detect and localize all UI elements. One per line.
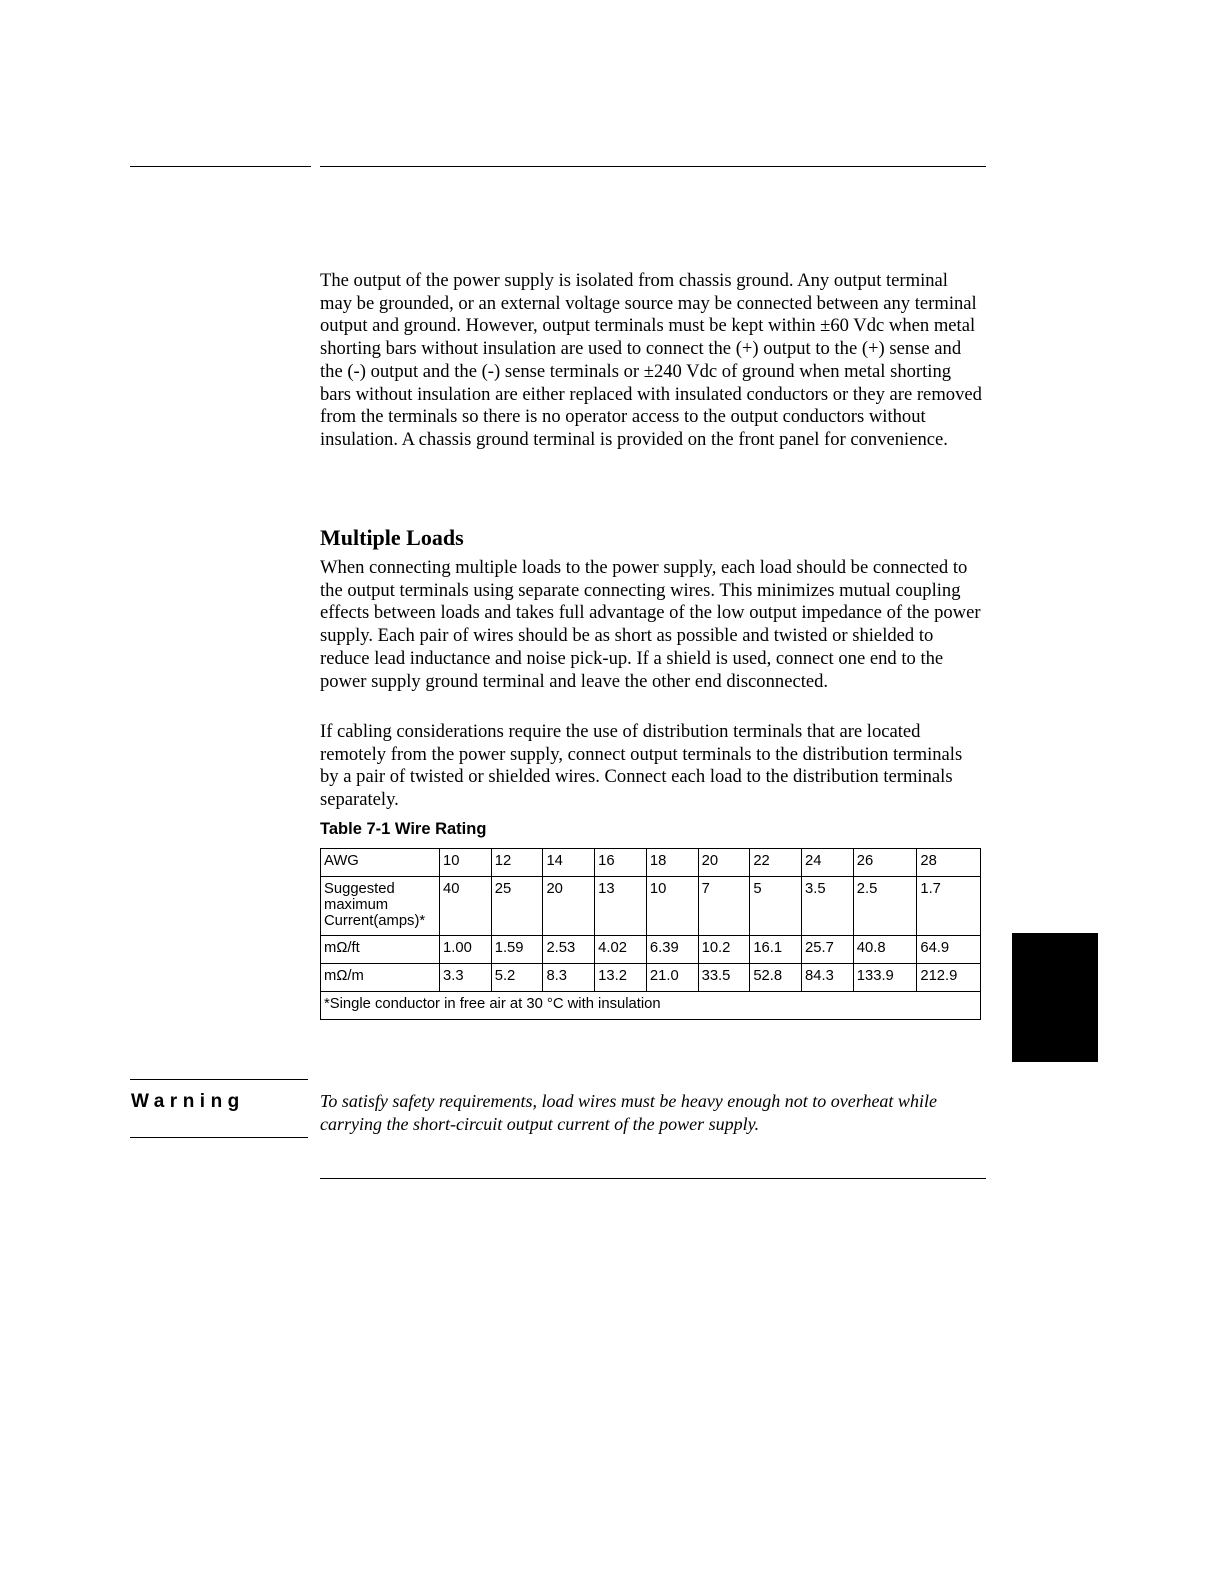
table-cell: 8.3 [543,964,595,992]
table-cell: 26 [853,849,917,877]
table-cell: 3.5 [802,877,854,936]
warning-rule-right [320,1178,986,1179]
table-cell: 1.00 [440,936,492,964]
table-cell: 4.02 [595,936,647,964]
warning-text: To satisfy safety requirements, load wires must be heavy enough not to overheat while carrying the short-circuit output current of the power supply. [320,1091,937,1134]
table-cell: 24 [802,849,854,877]
warning-label: Warning [131,1091,245,1112]
table-cell: 28 [917,849,981,877]
table-cell: 64.9 [917,936,981,964]
table-cell: 10.2 [698,936,750,964]
row-header-mohm-per-m: mΩ/m [321,964,440,992]
section-title: Multiple Loads [320,525,464,550]
table-cell: 7 [698,877,750,936]
table-cell: 25.7 [802,936,854,964]
table-cell: 1.7 [917,877,981,936]
table-cell: 133.9 [853,964,917,992]
table-cell: 2.53 [543,936,595,964]
table-cell: 13 [595,877,647,936]
row-header-awg: AWG [321,849,440,877]
table-cell: 1.59 [491,936,543,964]
table-cell: 21.0 [646,964,698,992]
table-cell: 20 [698,849,750,877]
table-row-mohm-per-m [321,964,981,992]
warning-rule-top [130,1079,308,1080]
table-cell: 5.2 [491,964,543,992]
table-cell: 5 [750,877,802,936]
row-header-current: Suggested maximum Current(amps)* [321,877,440,936]
table-cell: 13.2 [595,964,647,992]
multiple-loads-paragraph-1: When connecting multiple loads to the power supply, each load should be connected to the output terminals using separate connecting wires. This minimizes mutual coupling effects between loads and takes full advantage of the low output impedance of the power supply. Each pair of wires should be as short as possible and twisted or shielded to reduce lead inductance and noise pick-up. If a shield is used, connect one end to the power supply ground terminal and leave the other end disconnected. [320,557,981,692]
table-cell: 40 [440,877,492,936]
table-cell: 3.3 [440,964,492,992]
table-cell: 12 [491,849,543,877]
table-cell: 212.9 [917,964,981,992]
table-cell: 40.8 [853,936,917,964]
table-footnote: *Single conductor in free air at 30 °C with insulation [321,992,981,1020]
table-cell: 22 [750,849,802,877]
table-cell: 16 [595,849,647,877]
header-rule-left [130,166,311,167]
header-rule-right [320,166,986,167]
table-cell: 20 [543,877,595,936]
table-cell: 14 [543,849,595,877]
wire-rating-table [320,848,981,1020]
table-row-current [321,877,981,936]
table-caption: Table 7-1 Wire Rating [320,820,487,838]
table-row-mohm-per-ft [321,936,981,964]
table-row-awg [321,849,981,877]
table-cell: 52.8 [750,964,802,992]
table-cell: 2.5 [853,877,917,936]
table-cell: 33.5 [698,964,750,992]
table-cell: 18 [646,849,698,877]
row-header-mohm-per-ft: mΩ/ft [321,936,440,964]
table-cell: 16.1 [750,936,802,964]
chapter-tab-marker [1012,933,1098,1062]
table-row-footnote [321,992,981,1020]
table-cell: 10 [440,849,492,877]
isolation-paragraph: The output of the power supply is isolated from chassis ground. Any output terminal may be grounded, or an external voltage source may be connected between any terminal output and ground. However, output terminals must be kept within ±60 Vdc when metal shorting bars without insulation are used to connect the (+) output to the (+) sense and the (-) output and the (-) sense terminals or ±240 Vdc of ground when metal shorting bars without insulation are either replaced with insulated conductors or they are removed from the terminals so there is no operator access to the output conductors without insulation. A chassis ground terminal is provided on the front panel for convenience. [320,270,982,450]
multiple-loads-paragraph-2: If cabling considerations require the use of distribution terminals that are located remotely from the power supply, connect output terminals to the distribution terminals by a pair of twisted or shielded wires. Connect each load to the distribution terminals separately. [320,721,963,811]
table-cell: 25 [491,877,543,936]
table-cell: 84.3 [802,964,854,992]
table-cell: 10 [646,877,698,936]
warning-rule-bottom [130,1137,308,1138]
table-cell: 6.39 [646,936,698,964]
